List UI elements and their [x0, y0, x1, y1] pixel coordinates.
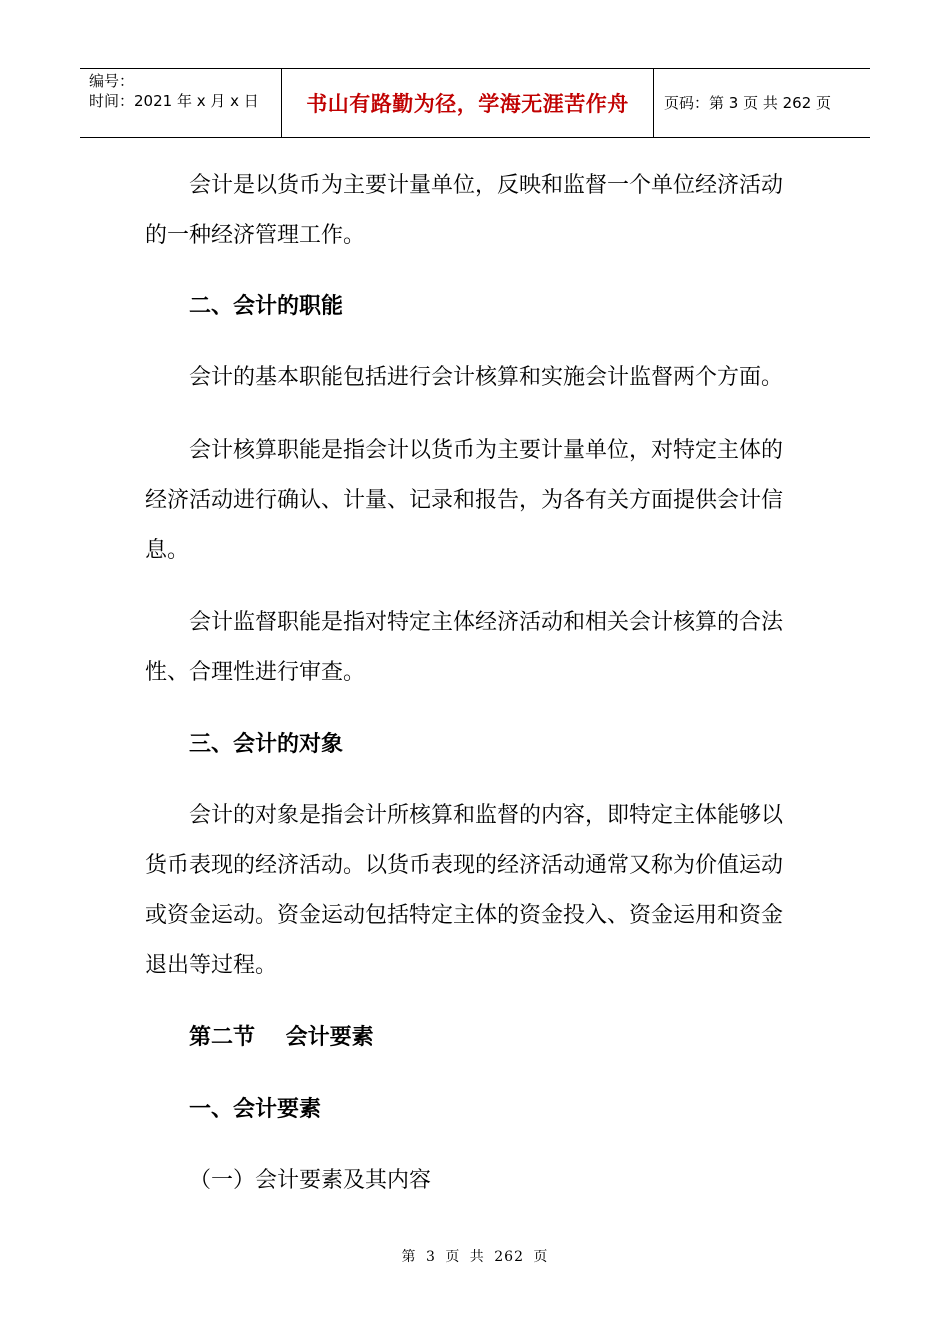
- header-page-info: 页码：第 3 页 共 262 页: [664, 94, 832, 112]
- section-title: 第二节 会计要素: [189, 1025, 374, 1050]
- motto-text: 书山有路勤为径，学海无涯苦作舟: [306, 92, 629, 116]
- paragraph-object: 会计的对象是指会计所核算和监督的内容，即特定主体能够以货币表现的经济活动。以货币表现的经济活动通常又称为价值运动或资金运动。资金运动包括特定主体的资金投入、资金运用和资金退出等过程。: [145, 803, 784, 978]
- header-page-cell: [654, 69, 870, 137]
- heading-functions: 二、会计的职能: [189, 294, 344, 319]
- header-meta-cell: [80, 69, 282, 137]
- subheading-elements-content: （一）会计要素及其内容: [189, 1168, 432, 1193]
- page-header: [80, 68, 870, 138]
- document-date: 时间：2021 年 x 月 x 日: [89, 92, 259, 110]
- paragraph-supervision-function: 会计监督职能是指对特定主体经济活动和相关会计核算的合法性、合理性进行审查。: [145, 610, 784, 685]
- heading-elements: 一、会计要素: [189, 1097, 322, 1122]
- document-number-label: 编号：: [89, 72, 135, 90]
- paragraph-definition: 会计是以货币为主要计量单位，反映和监督一个单位经济活动的一种经济管理工作。: [145, 173, 784, 248]
- paragraph-basic-functions: 会计的基本职能包括进行会计核算和实施会计监督两个方面。: [189, 365, 784, 390]
- header-motto-cell: [282, 69, 654, 137]
- heading-object: 三、会计的对象: [189, 732, 344, 757]
- page-footer: 第 3 页 共 262 页: [401, 1249, 549, 1265]
- paragraph-accounting-function: 会计核算职能是指会计以货币为主要计量单位，对特定主体的经济活动进行确认、计量、记录和报告，为各有关方面提供会计信息。: [145, 438, 784, 563]
